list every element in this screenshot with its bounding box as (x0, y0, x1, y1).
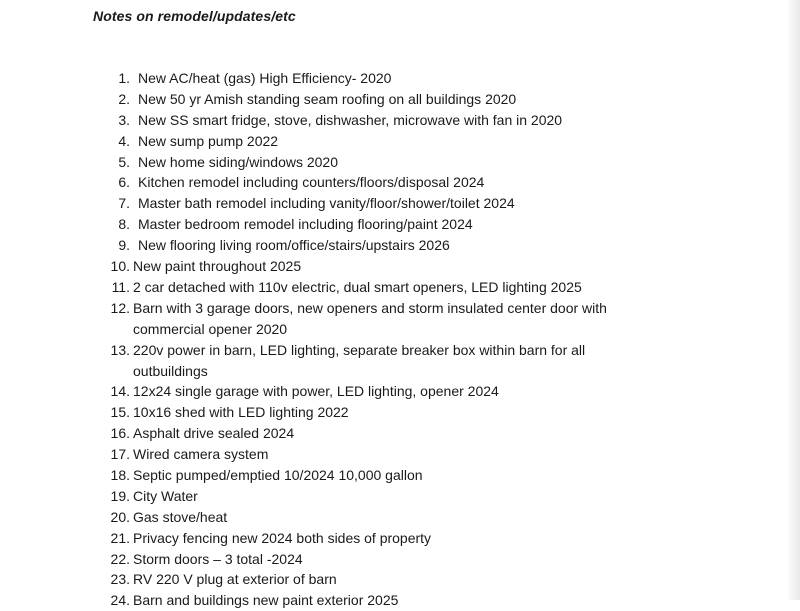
note-text-line: 12x24 single garage with power, LED lighting, opener 2024 (133, 383, 499, 400)
note-number: 23. (110, 571, 130, 588)
note-item (0, 193, 760, 214)
note-text (133, 402, 349, 423)
note-text (133, 381, 499, 402)
note-text (133, 423, 294, 444)
note-item (0, 465, 760, 486)
note-item (0, 444, 760, 465)
note-number: 15. (110, 404, 130, 421)
note-number: 18. (110, 466, 130, 483)
note-text-line: Barn with 3 garage doors, new openers and storm insulated center door with (133, 299, 607, 316)
page-edge-shadow (786, 0, 800, 600)
note-item (0, 381, 760, 402)
note-text-line: 220v power in barn, LED lighting, separate breaker box within barn for all (133, 341, 586, 358)
note-number: 2. (118, 90, 130, 107)
note-item (0, 235, 760, 256)
note-number: 1. (118, 70, 130, 86)
note-item (0, 486, 760, 507)
note-number: 19. (110, 487, 130, 504)
note-item (0, 340, 760, 382)
note-number: 20. (110, 508, 130, 525)
note-text-line: Kitchen remodel including counters/floors/disposal 2024 (138, 174, 485, 191)
note-text-line: Septic pumped/emptied 10/2024 10,000 gallon (133, 466, 423, 483)
note-text (138, 214, 473, 235)
note-item (0, 402, 760, 423)
note-text (133, 507, 227, 528)
note-item (0, 214, 760, 235)
note-text-line: New flooring living room/office/stairs/upstairs 2026 (138, 237, 450, 254)
note-text (133, 444, 268, 465)
note-number: 14. (110, 383, 130, 400)
note-text (138, 152, 338, 173)
note-text-line: RV 220 V plug at exterior of barn (133, 571, 337, 588)
note-text-line: 10x16 shed with LED lighting 2022 (133, 404, 349, 421)
note-text-line: New SS smart fridge, stove, dishwasher, microwave with fan in 2020 (138, 111, 563, 128)
note-text (133, 528, 431, 549)
note-number: 12. (110, 299, 130, 316)
note-text-line: Barn and buildings new paint exterior 2025 (133, 592, 399, 609)
note-text-line: New sump pump 2022 (138, 132, 279, 149)
note-text-line: Wired camera system (133, 446, 269, 463)
note-item (0, 569, 760, 590)
note-number: 13. (110, 341, 130, 358)
note-item (0, 110, 760, 131)
note-text-line: City Water (133, 487, 198, 504)
note-text-line: New 50 yr Amish standing seam roofing on all buildings 2020 (138, 90, 517, 107)
note-number: 17. (110, 446, 130, 463)
note-item (0, 172, 760, 193)
note-item (0, 590, 760, 611)
note-number: 9. (118, 237, 130, 254)
note-text (133, 569, 337, 590)
note-text-line: commercial opener 2020 (133, 320, 288, 337)
note-text-line: Master bedroom remodel including flooring/paint 2024 (138, 216, 473, 233)
note-item (0, 256, 760, 277)
note-text-line: Storm doors – 3 total -2024 (133, 550, 303, 567)
note-text (138, 172, 484, 193)
note-text-line: Master bath remodel including vanity/floor/shower/toilet 2024 (138, 195, 515, 212)
note-text-line: New AC/heat (gas) High Efficiency- 2020 (138, 70, 392, 86)
note-text (133, 256, 301, 277)
note-item (0, 89, 760, 110)
note-item (0, 298, 760, 340)
note-text (133, 277, 582, 298)
note-text (133, 465, 423, 486)
note-text (133, 298, 607, 340)
note-number: 22. (110, 550, 130, 567)
note-number: 21. (110, 529, 130, 546)
note-text (133, 486, 198, 507)
notes-list (0, 68, 760, 611)
note-text (138, 235, 450, 256)
note-text (138, 131, 278, 152)
note-text (133, 590, 398, 611)
note-number: 11. (111, 278, 130, 295)
note-item (0, 68, 760, 89)
note-text (133, 549, 303, 570)
note-text-line: outbuildings (133, 362, 208, 379)
note-item (0, 131, 760, 152)
note-item (0, 507, 760, 528)
document-title: Notes on remodel/updates/etc (93, 8, 296, 24)
note-number: 6. (118, 174, 130, 191)
note-number: 16. (110, 425, 130, 442)
note-text (133, 340, 585, 382)
note-text (138, 68, 391, 89)
note-text-line: 2 car detached with 110v electric, dual smart openers, LED lighting 2025 (133, 278, 582, 295)
note-number: 3. (118, 111, 130, 128)
note-number: 10. (110, 258, 130, 275)
note-text-line: New paint throughout 2025 (133, 258, 302, 275)
note-number: 5. (118, 153, 130, 170)
note-text-line: New home siding/windows 2020 (138, 153, 338, 170)
note-number: 7. (118, 195, 130, 212)
note-number: 4. (118, 132, 130, 149)
note-item (0, 152, 760, 173)
note-number: 8. (118, 216, 130, 233)
note-item (0, 528, 760, 549)
note-item (0, 549, 760, 570)
note-text-line: Gas stove/heat (133, 508, 228, 525)
note-text-line: Asphalt drive sealed 2024 (133, 425, 295, 442)
note-text (138, 89, 516, 110)
note-number: 24. (110, 592, 130, 609)
note-text (138, 193, 515, 214)
note-item (0, 423, 760, 444)
note-text (138, 110, 562, 131)
note-item (0, 277, 760, 298)
note-text-line: Privacy fencing new 2024 both sides of property (133, 529, 432, 546)
